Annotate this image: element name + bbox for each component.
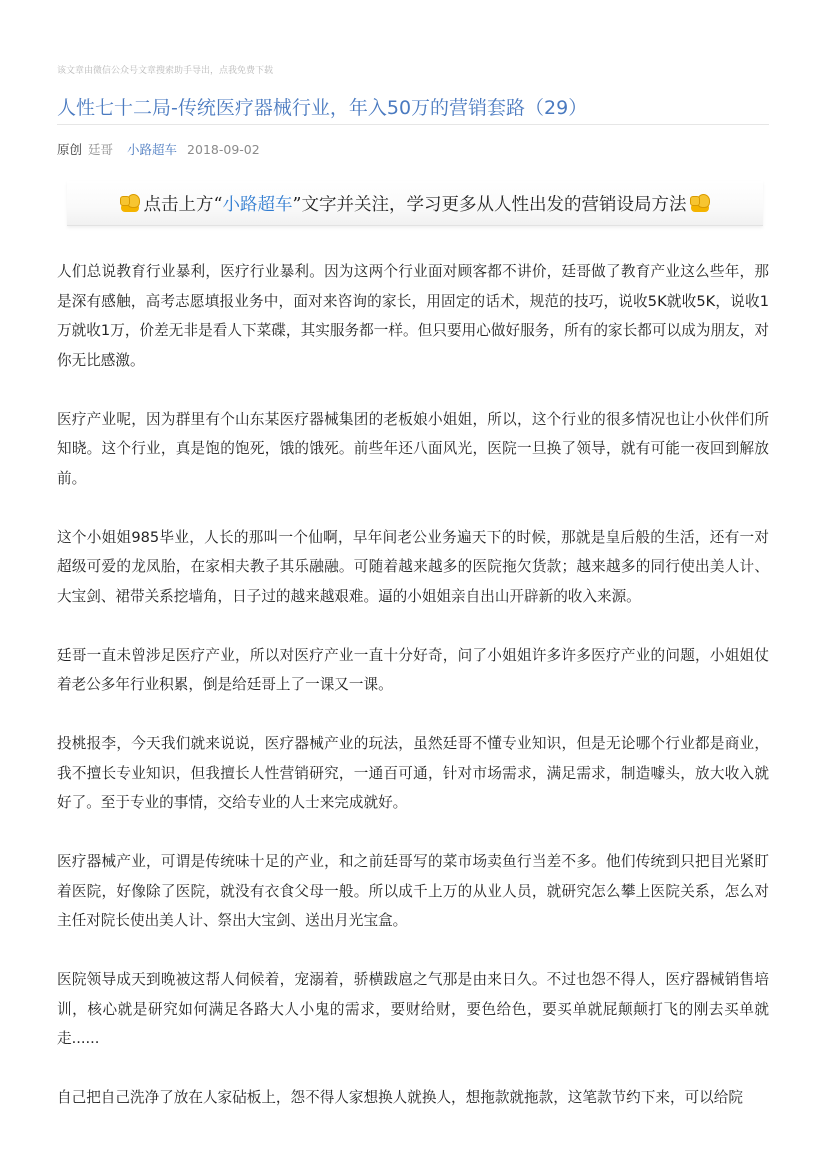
banner-suffix: ”文字并关注，学习更多从人性出发的营销设局方法 [292, 194, 687, 215]
author-name: 廷哥 [88, 142, 114, 157]
account-link[interactable]: 小路超车 [127, 142, 178, 157]
paragraph: 医疗产业呢，因为群里有个山东某医疗器械集团的老板娘小姐姐，所以，这个行业的很多情况也让小伙伴们所知晓。这个行业，真是饱的饱死，饿的饿死。前些年还八面风光，医院一旦换了领导，就有可能一夜回到解放前。 [57, 410, 769, 487]
paragraph: 人们总说教育行业暴利，医疗行业暴利。因为这两个行业面对顾客都不讲价，廷哥做了教育产业这么些年，那是深有感触，高考志愿填报业务中，面对来咨询的家长，用固定的话术，规范的技巧，说收5K就收5K，说收1万就收1万，价差无非是看人下菜碟，其实服务都一样。但只要用心做好服务，所有的家长都可以成为朋友，对你无比感激。 [57, 263, 769, 369]
flexed-biceps-icon [119, 192, 141, 214]
export-notice-link[interactable]: 该文章由微信公众号文章搜索助手导出，点我免费下载 [57, 66, 274, 76]
title-divider [57, 124, 769, 125]
banner-prefix: 点击上方“ [143, 194, 223, 215]
flexed-biceps-icon [689, 192, 711, 214]
paragraph: 廷哥一直未曾涉足医疗产业，所以对医疗产业一直十分好奇，问了小姐姐许多许多医疗产业的问题，小姐姐仗着老公多年行业积累，倒是给廷哥上了一课又一课。 [57, 646, 769, 693]
paragraph: 医院领导成天到晚被这帮人伺候着，宠溺着，骄横跋扈之气那是由来日久。不过也怨不得人，医疗器械销售培训，核心就是研究如何满足各路大人小鬼的需求，要财给财，要色给色，要买单就屁颠颠打飞的刚去买单就走...... [57, 971, 769, 1047]
article-body [57, 257, 769, 1142]
original-tag: 原创 [57, 142, 83, 157]
article-title: 人性七十二局-传统医疗器械行业，年入50万的营销套路（29） [57, 97, 588, 119]
follow-banner[interactable] [67, 181, 763, 226]
paragraph: 投桃报李，今天我们就来说说，医疗器械产业的玩法，虽然廷哥不懂专业知识，但是无论哪个行业都是商业，我不擅长专业知识，但我擅长人性营销研究，一通百可通，针对市场需求，满足需求，制造噱头，放大收入就好了。至于专业的事情，交给专业的人士来完成就好。 [57, 735, 769, 811]
publish-date: 2018-09-02 [187, 142, 260, 157]
paragraph: 自己把自己洗净了放在人家砧板上，怨不得人家想换人就换人，想拖款就拖款，这笔款节约下来，可以给院 [57, 1089, 743, 1106]
article-meta [57, 140, 260, 158]
paragraph: 医疗器械产业，可谓是传统味十足的产业，和之前廷哥写的菜市场卖鱼行当差不多。他们传统到只把目光紧盯着医院，好像除了医院，就没有衣食父母一般。所以成千上万的从业人员，就研究怎么攀上医院关系，怎么对主任对院长使出美人计、祭出大宝剑、送出月光宝盒。 [57, 853, 769, 929]
banner-account-name[interactable]: 小路超车 [222, 194, 293, 215]
paragraph: 这个小姐姐985毕业，人长的那叫一个仙啊，早年间老公业务遍天下的时候，那就是皇后般的生活，还有一对超级可爱的龙凤胎，在家相夫教子其乐融融。可随着越来越多的医院拖欠货款；越来越多的同行使出美人计、大宝剑、裙带关系挖墙角，日子过的越来越艰难。逼的小姐姐亲自出山开辟新的收入来源。 [57, 528, 769, 605]
